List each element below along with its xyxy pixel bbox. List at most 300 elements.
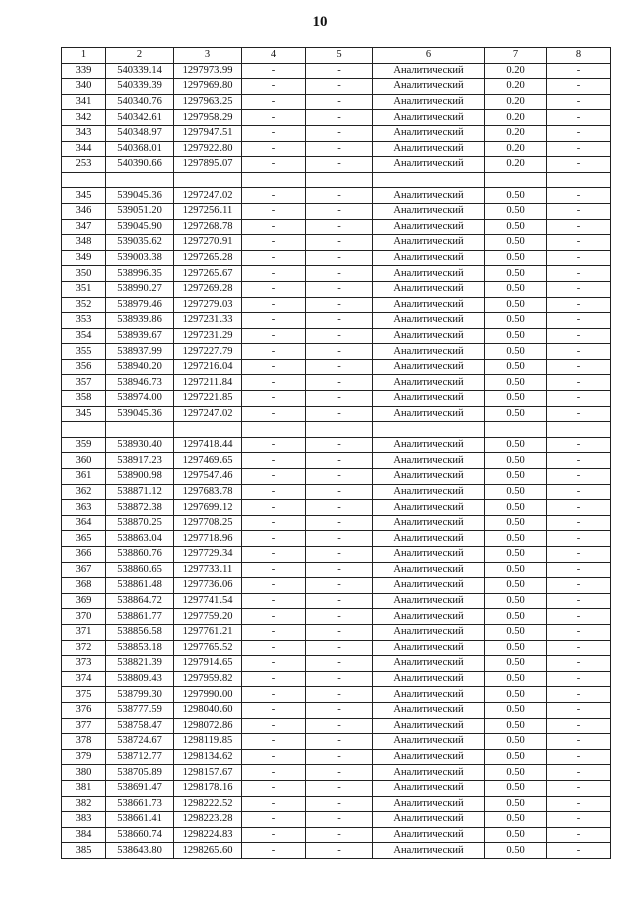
table-cell: - — [547, 344, 611, 360]
table-row — [62, 765, 611, 781]
table-cell: - — [547, 640, 611, 656]
table-cell: 538974.00 — [106, 391, 174, 407]
table-row — [62, 640, 611, 656]
table-cell: - — [547, 297, 611, 313]
table-cell: Аналитический — [373, 843, 485, 859]
table-cell: - — [547, 203, 611, 219]
table-cell: 0.50 — [485, 266, 547, 282]
table-cell: 1297221.85 — [174, 391, 242, 407]
table-cell: Аналитический — [373, 188, 485, 204]
table-cell: - — [306, 219, 373, 235]
table-cell: - — [306, 796, 373, 812]
table-cell: 354 — [62, 328, 106, 344]
table-cell: - — [547, 63, 611, 79]
table-cell: 377 — [62, 718, 106, 734]
table-cell: - — [547, 110, 611, 126]
table-cell — [306, 422, 373, 438]
table-cell: 540340.76 — [106, 94, 174, 110]
table-row — [62, 609, 611, 625]
table-cell: Аналитический — [373, 469, 485, 485]
table-cell: - — [242, 344, 306, 360]
table-row — [62, 203, 611, 219]
table-row — [62, 328, 611, 344]
table-cell: - — [306, 515, 373, 531]
table-row — [62, 406, 611, 422]
table-cell: 376 — [62, 702, 106, 718]
table-cell: 0.50 — [485, 313, 547, 329]
table-cell: - — [306, 500, 373, 516]
table-cell: - — [306, 547, 373, 563]
table-row — [62, 562, 611, 578]
table-cell: 346 — [62, 203, 106, 219]
table-cell: 1297256.11 — [174, 203, 242, 219]
table-cell: Аналитический — [373, 780, 485, 796]
table-cell: - — [306, 79, 373, 95]
table-cell: - — [242, 375, 306, 391]
table-cell: 538861.77 — [106, 609, 174, 625]
table-cell: - — [547, 765, 611, 781]
table-cell: - — [547, 624, 611, 640]
table-cell: - — [547, 79, 611, 95]
table-cell: - — [547, 406, 611, 422]
column-header: 2 — [106, 48, 174, 64]
table-cell: - — [306, 469, 373, 485]
table-cell: 0.20 — [485, 94, 547, 110]
table-row — [62, 734, 611, 750]
table-cell: - — [547, 281, 611, 297]
table-cell: 359 — [62, 437, 106, 453]
table-cell: 0.50 — [485, 281, 547, 297]
table-cell: 0.50 — [485, 453, 547, 469]
table-cell: 0.50 — [485, 547, 547, 563]
table-cell: 1297547.46 — [174, 469, 242, 485]
table-cell: - — [547, 125, 611, 141]
table-cell: - — [306, 297, 373, 313]
table-cell: 0.50 — [485, 328, 547, 344]
table-cell: 374 — [62, 671, 106, 687]
table-cell: - — [547, 749, 611, 765]
table-cell: Аналитический — [373, 500, 485, 516]
table-cell: 538860.76 — [106, 547, 174, 563]
table-cell: 1297265.28 — [174, 250, 242, 266]
table-cell — [62, 422, 106, 438]
table-cell: 540368.01 — [106, 141, 174, 157]
table-cell: - — [242, 671, 306, 687]
table-cell: - — [306, 141, 373, 157]
table-cell: 1297761.21 — [174, 624, 242, 640]
table-cell: 538946.73 — [106, 375, 174, 391]
table-cell: - — [242, 297, 306, 313]
table-cell: 0.50 — [485, 484, 547, 500]
table-row — [62, 172, 611, 188]
table-cell: - — [242, 640, 306, 656]
column-header: 3 — [174, 48, 242, 64]
table-cell: - — [306, 562, 373, 578]
table-cell: Аналитический — [373, 827, 485, 843]
table-cell: - — [242, 63, 306, 79]
table-cell: 540342.61 — [106, 110, 174, 126]
table-cell: - — [547, 266, 611, 282]
table-cell: 1297699.12 — [174, 500, 242, 516]
table-cell: 538691.47 — [106, 780, 174, 796]
table-cell: 0.50 — [485, 718, 547, 734]
table-cell: 1297227.79 — [174, 344, 242, 360]
header-row — [62, 48, 611, 64]
table-cell: - — [547, 531, 611, 547]
table-cell: 382 — [62, 796, 106, 812]
table-cell: - — [306, 203, 373, 219]
table-cell: 0.20 — [485, 125, 547, 141]
table-cell: 0.20 — [485, 63, 547, 79]
table-cell: 1297231.29 — [174, 328, 242, 344]
table-cell: - — [547, 250, 611, 266]
table-row — [62, 547, 611, 563]
table-cell: - — [547, 718, 611, 734]
table-cell: - — [242, 266, 306, 282]
table-cell: 0.50 — [485, 578, 547, 594]
table-cell: 0.50 — [485, 531, 547, 547]
table-cell: 1297759.20 — [174, 609, 242, 625]
table-cell: Аналитический — [373, 765, 485, 781]
table-cell: - — [242, 125, 306, 141]
page-number: 10 — [312, 14, 328, 30]
table-cell: Аналитический — [373, 687, 485, 703]
table-cell: - — [242, 188, 306, 204]
table-row — [62, 593, 611, 609]
table-cell: - — [547, 780, 611, 796]
table-cell: 538940.20 — [106, 359, 174, 375]
table-cell: - — [306, 437, 373, 453]
table-cell: 0.20 — [485, 157, 547, 173]
table-cell: 1298134.62 — [174, 749, 242, 765]
table-cell: Аналитический — [373, 702, 485, 718]
table-cell: - — [306, 656, 373, 672]
table-cell: - — [242, 235, 306, 251]
table-cell: Аналитический — [373, 812, 485, 828]
table-cell: - — [547, 734, 611, 750]
table-cell: 538661.41 — [106, 812, 174, 828]
table-cell: - — [242, 328, 306, 344]
table-cell: Аналитический — [373, 297, 485, 313]
table-cell: Аналитический — [373, 578, 485, 594]
table-cell: - — [242, 203, 306, 219]
table-cell: 361 — [62, 469, 106, 485]
table-cell: 0.50 — [485, 515, 547, 531]
table-cell: 1298224.83 — [174, 827, 242, 843]
table-cell: 0.50 — [485, 624, 547, 640]
table-cell: 0.50 — [485, 219, 547, 235]
table-cell: - — [306, 749, 373, 765]
table-cell: - — [306, 328, 373, 344]
table-row — [62, 500, 611, 516]
table-cell: Аналитический — [373, 593, 485, 609]
column-header: 6 — [373, 48, 485, 64]
table-cell: Аналитический — [373, 125, 485, 141]
table-cell: - — [547, 515, 611, 531]
table-row — [62, 812, 611, 828]
table-row — [62, 702, 611, 718]
table-cell: 538643.80 — [106, 843, 174, 859]
table-cell: - — [306, 157, 373, 173]
table-cell: 345 — [62, 188, 106, 204]
table-cell: 0.50 — [485, 297, 547, 313]
table-row — [62, 157, 611, 173]
table-row — [62, 297, 611, 313]
table-cell: 363 — [62, 500, 106, 516]
table-cell: 538853.18 — [106, 640, 174, 656]
table-cell: 355 — [62, 344, 106, 360]
table-cell: 538809.43 — [106, 671, 174, 687]
table-cell: 538777.59 — [106, 702, 174, 718]
table-cell: 0.50 — [485, 827, 547, 843]
table-cell: - — [242, 141, 306, 157]
table-cell: Аналитический — [373, 453, 485, 469]
table-row — [62, 79, 611, 95]
table-cell: 540339.39 — [106, 79, 174, 95]
table-row — [62, 671, 611, 687]
table-cell: 1298223.28 — [174, 812, 242, 828]
table-row — [62, 749, 611, 765]
table-cell: 371 — [62, 624, 106, 640]
table-cell: - — [242, 250, 306, 266]
table-cell: 0.50 — [485, 656, 547, 672]
table-row — [62, 469, 611, 485]
table-cell: - — [547, 94, 611, 110]
table-cell: 0.50 — [485, 235, 547, 251]
table-cell: 344 — [62, 141, 106, 157]
table-cell: 1297922.80 — [174, 141, 242, 157]
table-cell: 1297973.99 — [174, 63, 242, 79]
table-cell — [174, 172, 242, 188]
table-cell — [174, 422, 242, 438]
table-cell: 0.50 — [485, 188, 547, 204]
table-cell: 341 — [62, 94, 106, 110]
table-cell: - — [547, 219, 611, 235]
table-cell: - — [242, 359, 306, 375]
table-row — [62, 796, 611, 812]
table-row — [62, 624, 611, 640]
table-cell: 340 — [62, 79, 106, 95]
table-cell: 1297216.04 — [174, 359, 242, 375]
table-cell: 381 — [62, 780, 106, 796]
table-cell: Аналитический — [373, 79, 485, 95]
table-cell: 253 — [62, 157, 106, 173]
table-row — [62, 359, 611, 375]
table-cell: - — [306, 734, 373, 750]
table-cell: - — [306, 687, 373, 703]
table-cell: - — [306, 624, 373, 640]
table-cell: 539045.36 — [106, 188, 174, 204]
table-cell: Аналитический — [373, 63, 485, 79]
table-cell: 0.50 — [485, 344, 547, 360]
table-row — [62, 375, 611, 391]
table-cell: 1297729.34 — [174, 547, 242, 563]
table-row — [62, 63, 611, 79]
table-cell: 1298178.16 — [174, 780, 242, 796]
table-cell: - — [547, 375, 611, 391]
table-cell: Аналитический — [373, 141, 485, 157]
table-cell: - — [242, 281, 306, 297]
table-cell: 0.20 — [485, 141, 547, 157]
table-cell: - — [547, 328, 611, 344]
table-cell: - — [547, 141, 611, 157]
table-cell: - — [306, 125, 373, 141]
table-cell: - — [306, 765, 373, 781]
table-cell: 1298040.60 — [174, 702, 242, 718]
table-cell: 0.50 — [485, 391, 547, 407]
table-cell: - — [242, 827, 306, 843]
table-cell: Аналитический — [373, 609, 485, 625]
table-cell: Аналитический — [373, 734, 485, 750]
table-cell: Аналитический — [373, 718, 485, 734]
table-cell: 0.50 — [485, 702, 547, 718]
table-cell: - — [306, 578, 373, 594]
table-cell: 539045.90 — [106, 219, 174, 235]
table-cell: - — [242, 219, 306, 235]
table-cell: - — [306, 640, 373, 656]
table-cell: 1298222.52 — [174, 796, 242, 812]
table-cell: - — [306, 344, 373, 360]
table-cell: - — [306, 453, 373, 469]
table-cell: 0.20 — [485, 79, 547, 95]
column-header: 7 — [485, 48, 547, 64]
table-cell: - — [242, 593, 306, 609]
table-cell: 356 — [62, 359, 106, 375]
table-row — [62, 188, 611, 204]
table-cell: 370 — [62, 609, 106, 625]
table-cell: 0.50 — [485, 375, 547, 391]
table-cell: Аналитический — [373, 344, 485, 360]
table-cell: 358 — [62, 391, 106, 407]
table-cell: - — [306, 188, 373, 204]
table-cell — [106, 422, 174, 438]
table-row — [62, 843, 611, 859]
table-cell: 1297247.02 — [174, 188, 242, 204]
table-cell — [485, 172, 547, 188]
table-cell: - — [306, 531, 373, 547]
table-cell: 369 — [62, 593, 106, 609]
table-cell: 385 — [62, 843, 106, 859]
table-cell: - — [242, 702, 306, 718]
table-row — [62, 281, 611, 297]
table-cell: 1298119.85 — [174, 734, 242, 750]
table-cell: Аналитический — [373, 547, 485, 563]
table-cell — [547, 172, 611, 188]
table-cell: 0.50 — [485, 687, 547, 703]
table-cell: - — [242, 609, 306, 625]
table-cell: 0.50 — [485, 250, 547, 266]
table-cell: Аналитический — [373, 313, 485, 329]
table-cell: 538900.98 — [106, 469, 174, 485]
table-cell: 1297733.11 — [174, 562, 242, 578]
table-cell: 367 — [62, 562, 106, 578]
table-cell: 380 — [62, 765, 106, 781]
table-row — [62, 578, 611, 594]
table-cell: - — [242, 531, 306, 547]
table-cell: 1297211.84 — [174, 375, 242, 391]
table-cell — [547, 422, 611, 438]
table-cell: Аналитический — [373, 562, 485, 578]
table-cell: - — [547, 391, 611, 407]
table-cell: 538856.58 — [106, 624, 174, 640]
table-cell: 539045.36 — [106, 406, 174, 422]
table-cell — [106, 172, 174, 188]
table-cell: 353 — [62, 313, 106, 329]
table-cell: 375 — [62, 687, 106, 703]
table-cell: 1298072.86 — [174, 718, 242, 734]
table-cell: - — [306, 110, 373, 126]
table-cell: - — [242, 469, 306, 485]
table-cell: - — [242, 734, 306, 750]
table-cell: 0.50 — [485, 593, 547, 609]
table-cell: - — [547, 437, 611, 453]
table-cell: - — [547, 671, 611, 687]
table-cell: - — [242, 500, 306, 516]
column-header: 1 — [62, 48, 106, 64]
table-cell: - — [242, 313, 306, 329]
table-cell — [62, 172, 106, 188]
table-cell: - — [547, 796, 611, 812]
table-cell: Аналитический — [373, 484, 485, 500]
table-cell: 538861.48 — [106, 578, 174, 594]
table-cell: 0.50 — [485, 812, 547, 828]
table-cell: - — [547, 687, 611, 703]
table-cell: 538860.65 — [106, 562, 174, 578]
table-cell: 538724.67 — [106, 734, 174, 750]
table-row — [62, 94, 611, 110]
table-cell: - — [306, 718, 373, 734]
table-cell: 539051.20 — [106, 203, 174, 219]
table-row — [62, 266, 611, 282]
table-row — [62, 780, 611, 796]
table-cell: Аналитический — [373, 235, 485, 251]
table-cell: Аналитический — [373, 110, 485, 126]
table-cell: 539003.38 — [106, 250, 174, 266]
table-cell: 379 — [62, 749, 106, 765]
table-cell: 538939.86 — [106, 313, 174, 329]
table-cell: - — [306, 375, 373, 391]
table-cell: Аналитический — [373, 157, 485, 173]
table-cell: Аналитический — [373, 437, 485, 453]
table-row — [62, 437, 611, 453]
table-cell: - — [306, 94, 373, 110]
table-cell: 352 — [62, 297, 106, 313]
table-cell: 538872.38 — [106, 500, 174, 516]
table-cell: 538705.89 — [106, 765, 174, 781]
table-cell: 0.20 — [485, 110, 547, 126]
table-body — [62, 63, 611, 858]
table-cell: 538660.74 — [106, 827, 174, 843]
table-cell: - — [306, 827, 373, 843]
table-cell: 0.50 — [485, 796, 547, 812]
table-cell: - — [306, 609, 373, 625]
table-cell: 378 — [62, 734, 106, 750]
table-cell: 538870.25 — [106, 515, 174, 531]
table-cell: - — [242, 765, 306, 781]
table-row — [62, 484, 611, 500]
table-cell: 350 — [62, 266, 106, 282]
table-cell: 1297265.67 — [174, 266, 242, 282]
table-cell: 0.50 — [485, 437, 547, 453]
table-cell: 1297765.52 — [174, 640, 242, 656]
table-cell: 538939.67 — [106, 328, 174, 344]
table-cell: Аналитический — [373, 250, 485, 266]
table-cell: - — [306, 843, 373, 859]
table-cell: 0.50 — [485, 359, 547, 375]
table-cell: - — [547, 188, 611, 204]
table-cell: 539035.62 — [106, 235, 174, 251]
column-header: 8 — [547, 48, 611, 64]
